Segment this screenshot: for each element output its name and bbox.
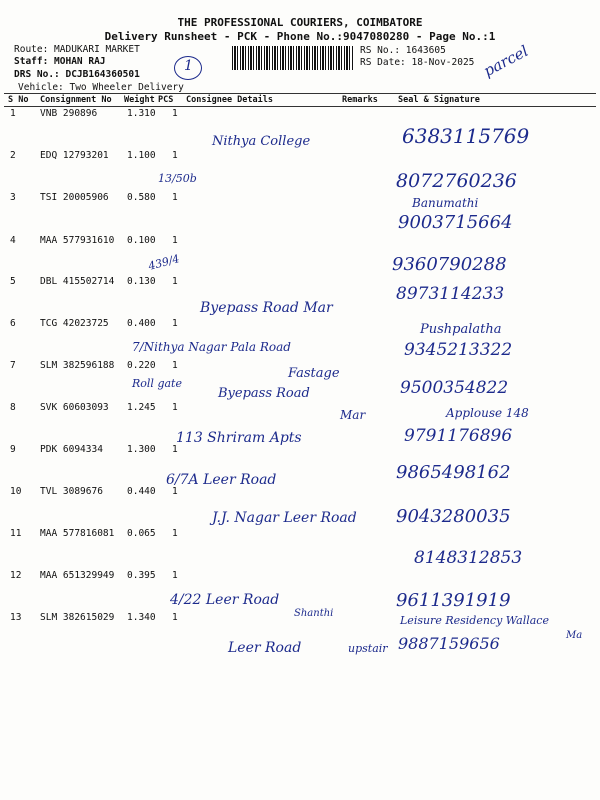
row-sno: 5 <box>10 276 16 287</box>
row-sno: 8 <box>10 402 16 413</box>
row-sno: 11 <box>10 528 22 539</box>
col-consignee-details: Consignee Details <box>186 95 273 105</box>
row-pcs: 1 <box>172 150 178 161</box>
row-sno: 12 <box>10 570 22 581</box>
row-consignment-no: SVK 60603093 <box>40 402 109 413</box>
row-weight: 0.100 <box>127 235 156 246</box>
row-weight: 1.100 <box>127 150 156 161</box>
r11-phone-handwriting: 8148312853 <box>414 548 523 568</box>
row-pcs: 1 <box>172 444 178 455</box>
row-sno: 1 <box>10 108 16 119</box>
r13-top-handwriting: Shanthi <box>294 608 334 619</box>
row-sno: 2 <box>10 150 16 161</box>
r6-signature-handwriting: Pushpalatha <box>420 322 502 337</box>
row-weight: 0.395 <box>127 570 156 581</box>
row-consignment-no: SLM 382596188 <box>40 360 115 371</box>
row-weight: 0.130 <box>127 276 156 287</box>
staff-label: Staff: MOHAN RAJ <box>14 56 106 67</box>
r2-phone-handwriting: 8072760236 <box>396 170 517 192</box>
col-weight: Weight <box>124 95 155 105</box>
row-sno: 7 <box>10 360 16 371</box>
row-consignment-no: DBL 415502714 <box>40 276 115 287</box>
r3-phone-handwriting: 9003715664 <box>398 212 513 233</box>
row-consignment-no: PDK 6094334 <box>40 444 103 455</box>
row-weight: 0.065 <box>127 528 156 539</box>
row-weight: 1.245 <box>127 402 156 413</box>
route-label: Route: MADUKARI MARKET <box>14 44 140 55</box>
row-pcs: 1 <box>172 612 178 623</box>
r6-address-handwriting: 7/Nithya Nagar Pala Road <box>132 340 291 354</box>
parcel-note: parcel <box>480 41 532 81</box>
row-weight: 0.440 <box>127 486 156 497</box>
row-consignment-no: MAA 651329949 <box>40 570 115 581</box>
r1-address-handwriting: Nithya College <box>212 134 311 149</box>
row-consignment-no: TVL 3089676 <box>40 486 103 497</box>
row-pcs: 1 <box>172 528 178 539</box>
row-weight: 0.580 <box>127 192 156 203</box>
r4-phone-handwriting: 9360790288 <box>392 254 507 275</box>
row-sno: 9 <box>10 444 16 455</box>
r10-phone-handwriting: 9043280035 <box>396 506 511 527</box>
row-consignment-no: SLM 382615029 <box>40 612 115 623</box>
row-consignment-no: MAA 577816081 <box>40 528 115 539</box>
r4-door-handwriting: 439/4 <box>146 252 181 273</box>
row-weight: 1.310 <box>127 108 156 119</box>
circled-number: 1 <box>184 58 193 74</box>
vehicle-label: Vehicle: Two Wheeler Delivery <box>18 82 184 93</box>
r2-door-handwriting: 13/50b <box>158 172 197 185</box>
row-sno: 10 <box>10 486 22 497</box>
col-seal-signature: Seal & Signature <box>398 95 480 105</box>
rs-number: RS No.: 1643605 <box>360 45 446 56</box>
row-pcs: 1 <box>172 570 178 581</box>
row-consignment-no: VNB 290896 <box>40 108 98 119</box>
barcode-image <box>232 46 354 70</box>
row-pcs: 1 <box>172 486 178 497</box>
r8-phone-handwriting: 9791176896 <box>404 426 513 446</box>
row-consignment-no: TSI 20005906 <box>40 192 109 203</box>
row-pcs: 1 <box>172 235 178 246</box>
r7-address-line2: Fastage <box>288 366 340 381</box>
row-sno: 3 <box>10 192 16 203</box>
runsheet-subtitle: Delivery Runsheet - PCK - Phone No.:9047080280 - Page No.:1 <box>104 30 496 43</box>
r1-phone-handwriting: 6383115769 <box>402 124 530 148</box>
row-consignment-no: MAA 577931610 <box>40 235 115 246</box>
drs-label: DRS No.: DCJB164360501 <box>14 69 140 80</box>
company-title: THE PROFESSIONAL COURIERS, COIMBATORE <box>177 16 423 29</box>
row-sno: 6 <box>10 318 16 329</box>
row-pcs: 1 <box>172 402 178 413</box>
r7-address-line3: Byepass Road <box>218 386 310 401</box>
row-pcs: 1 <box>172 276 178 287</box>
row-weight: 0.400 <box>127 318 156 329</box>
header-top-rule <box>4 93 596 94</box>
r12-phone-handwriting: 9611391919 <box>396 590 511 611</box>
row-weight: 1.300 <box>127 444 156 455</box>
r9-address-handwriting: 6/7A Leer Road <box>166 472 277 488</box>
row-consignment-no: TCG 42023725 <box>40 318 109 329</box>
header-bottom-rule <box>4 106 596 107</box>
r6-phone-handwriting: 9345213322 <box>404 340 513 360</box>
col-remarks: Remarks <box>342 95 378 105</box>
r8-address-line2: 113 Shriram Apts <box>176 430 302 446</box>
col-sno: S No <box>8 95 29 105</box>
r3-signature-handwriting: Banumathi <box>412 196 479 210</box>
r7-phone-handwriting: 9500354822 <box>400 378 509 398</box>
r13-ma-handwriting: Ma <box>566 630 583 641</box>
row-sno: 4 <box>10 235 16 246</box>
r13-phone-handwriting: 9887159656 <box>398 634 500 653</box>
r7-address-line1: Roll gate <box>132 377 182 390</box>
r5-address-handwriting: Byepass Road Mar <box>200 300 333 316</box>
r5-phone-handwriting: 8973114233 <box>396 284 505 304</box>
row-pcs: 1 <box>172 192 178 203</box>
col-consignment: Consignment No <box>40 95 112 105</box>
row-pcs: 1 <box>172 360 178 371</box>
r8-signature-handwriting: Applouse 148 <box>446 406 529 420</box>
r13-signature-handwriting: Leisure Residency Wallace <box>400 614 549 627</box>
rs-date: RS Date: 18-Nov-2025 <box>360 57 475 68</box>
row-sno: 13 <box>10 612 22 623</box>
row-pcs: 1 <box>172 318 178 329</box>
r12-address-handwriting: 4/22 Leer Road <box>170 592 280 608</box>
col-pcs: PCS <box>158 95 174 105</box>
r13-address-handwriting: Leer Road <box>228 640 302 656</box>
row-consignment-no: EDQ 12793201 <box>40 150 109 161</box>
row-weight: 0.220 <box>127 360 156 371</box>
row-weight: 1.340 <box>127 612 156 623</box>
r9-phone-handwriting: 9865498162 <box>396 462 511 483</box>
r10-address-handwriting: J.J. Nagar Leer Road <box>212 510 357 526</box>
row-pcs: 1 <box>172 108 178 119</box>
r8-address-line1: Mar <box>340 408 366 422</box>
r13-upstair-handwriting: upstair <box>348 642 388 655</box>
